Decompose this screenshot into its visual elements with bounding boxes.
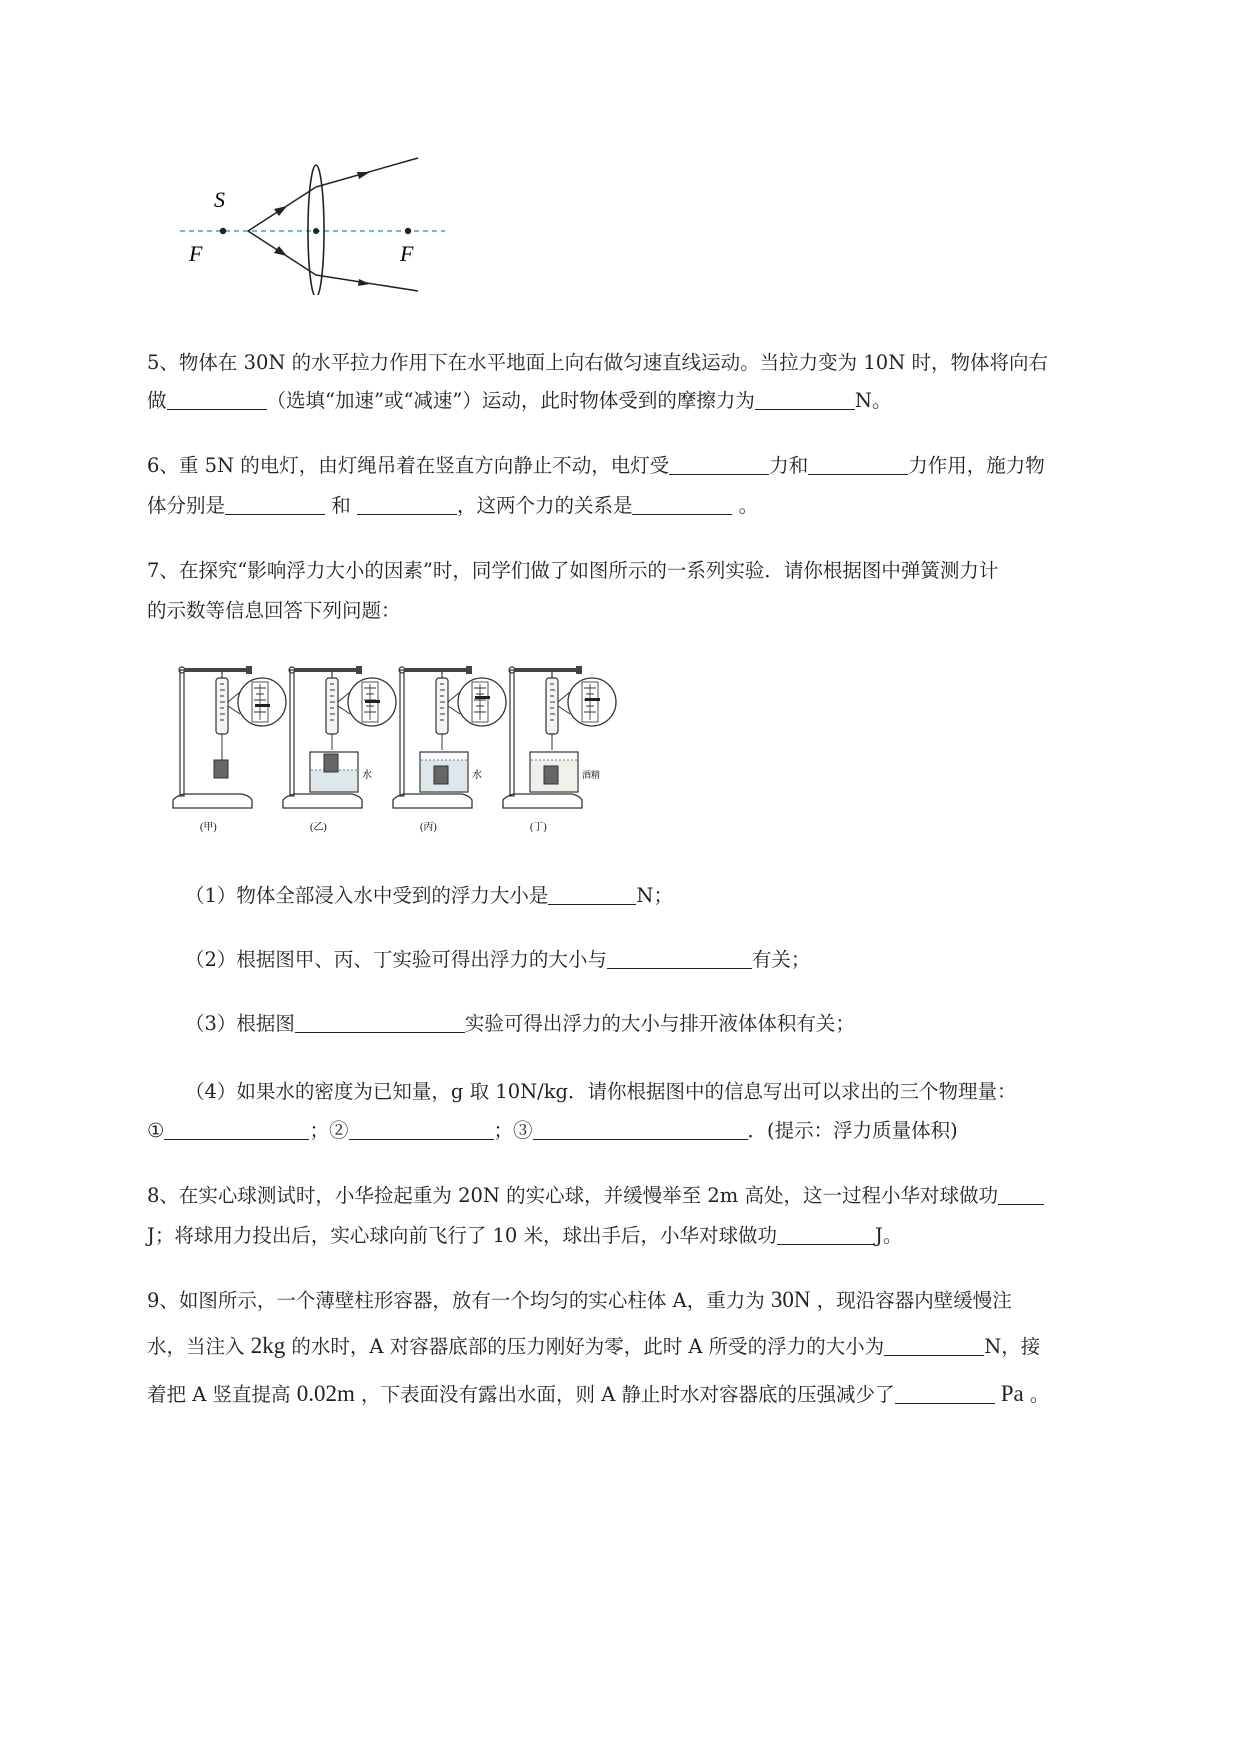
q9-line1 [147, 1285, 1012, 1313]
label-f-left: F [189, 241, 203, 266]
q9-text-a: 9、如图所示，一个薄壁柱形容器，放有一个均匀的实心柱体 A，重力为 [147, 1289, 765, 1312]
q7-sub4-end: ．(提示：浮力质量体积) [747, 1119, 958, 1142]
q6-text-f: ，这两个力的关系是 [456, 494, 633, 517]
q6-line2 [147, 490, 758, 518]
q6-text-g: 。 [738, 494, 759, 517]
q8-text-b: J；将球用力投出后，实心球向前飞行了 10 米，球出手后，小华对球做功 [147, 1224, 778, 1247]
q9-weight-value: 30N [770, 1287, 811, 1312]
q8-blank-1[interactable] [998, 1186, 1044, 1205]
q7-sub1-blank[interactable] [548, 886, 636, 905]
q7-sub3-blank[interactable] [295, 1014, 465, 1033]
arrow-lower-incident [274, 246, 287, 256]
q6-blank-5[interactable] [632, 496, 732, 515]
q9-text-end: 。 [1029, 1383, 1050, 1406]
q9-text-b: ，现沿容器内壁缓慢注 [816, 1289, 1012, 1312]
caption-jia: (甲) [200, 822, 217, 833]
q7-line2: 的示数等信息回答下列问题： [147, 599, 401, 622]
arrow-upper-refracted [357, 172, 370, 179]
q9-blank-1[interactable] [884, 1337, 984, 1356]
liquid-label-ding: 酒精 [582, 770, 601, 780]
q7-sub2-text: （2）根据图甲、丙、丁实验可得出浮力的大小与 [185, 948, 607, 971]
q9-mass-value: 2kg [250, 1333, 286, 1358]
q7-sub1 [185, 880, 673, 908]
label-f-right: F [400, 241, 414, 266]
q7-sub3 [185, 1008, 855, 1036]
q5-text-b: （选填“加速”或“减速”）运动，此时物体受到的摩擦力为 [266, 389, 755, 412]
q8-line2 [147, 1220, 902, 1248]
q7-sub4-line2 [147, 1115, 958, 1143]
q7-sub4-blank-2[interactable] [349, 1121, 494, 1140]
caption-bing: (丙) [420, 822, 437, 833]
liquid-label-bing: 水 [472, 770, 482, 781]
q9-blank-2[interactable] [895, 1385, 995, 1404]
q9-line3 [147, 1379, 1049, 1407]
apparatus-yi [283, 666, 396, 808]
liquid-label-yi: 水 [362, 770, 372, 781]
q7-sub4-blank-3[interactable] [533, 1121, 748, 1140]
q9-text-d: 的水时，A 对容器底部的压力刚好为零，此时 A 所受的浮力的大小为 [291, 1335, 885, 1358]
q5-text-c: N。 [854, 389, 892, 412]
q6-text-a: 6、重 5N 的电灯，由灯绳吊着在竖直方向静止不动，电灯受 [147, 454, 670, 477]
q9-text-f: 着把 A 竖直提高 [147, 1383, 291, 1406]
optical-center [313, 228, 319, 234]
q8-text-c: J。 [875, 1224, 903, 1247]
q7-sub4-sep2: ；③ [493, 1119, 533, 1142]
q7-sub4-c1: ① [147, 1119, 165, 1142]
q8-text-a: 8、在实心球测试时，小华捡起重为 20N 的实心球，并缓慢举至 2m 高处，这一过程小华对球做功 [147, 1184, 998, 1207]
q9-text-c: 水，当注入 [147, 1335, 245, 1358]
q7-sub2 [185, 944, 810, 972]
q9-text-e: N，接 [984, 1335, 1041, 1358]
q8-line1 [147, 1180, 1044, 1208]
q9-line2 [147, 1331, 1040, 1359]
apparatus-jia [173, 666, 286, 808]
q7-sub4-line1: （4）如果水的密度为已知量，g 取 10N/kg．请你根据图中的信息写出可以求出的三个物理量： [185, 1080, 1017, 1103]
label-s: S [214, 187, 225, 212]
q6-text-d: 体分别是 [147, 494, 226, 517]
q6-text-c: 力作用，施力物 [908, 454, 1045, 477]
q6-blank-4[interactable] [357, 496, 457, 515]
q6-blank-3[interactable] [225, 496, 325, 515]
lens-ray-diagram [170, 155, 450, 295]
arrow-upper-incident [274, 206, 287, 216]
q6-text-e: 和 [331, 494, 351, 517]
q6-blank-1[interactable] [669, 456, 769, 475]
focal-point-left [220, 228, 226, 234]
q7-sub1-text: （1）物体全部浸入水中受到的浮力大小是 [185, 884, 549, 907]
q7-sub2-blank[interactable] [607, 950, 752, 969]
buoyancy-experiment-figure [170, 660, 670, 840]
q9-unit-pa: Pa [1000, 1381, 1024, 1406]
q9-height-value: 0.02m [296, 1381, 355, 1406]
apparatus-bing [393, 666, 506, 808]
q7-sub3-end: 实验可得出浮力的大小与排开液体体积有关； [464, 1012, 855, 1035]
q6-text-b: 力和 [769, 454, 809, 477]
q5-line2 [147, 385, 891, 413]
q5-text-a: 做 [147, 389, 167, 412]
q5-blank-1[interactable] [167, 391, 267, 410]
q7-sub3-text: （3）根据图 [185, 1012, 295, 1035]
q7-sub1-unit: N； [636, 884, 673, 907]
q5-blank-2[interactable] [755, 391, 855, 410]
q6-blank-2[interactable] [808, 456, 908, 475]
q8-blank-2[interactable] [777, 1226, 875, 1245]
q7-sub2-end: 有关； [751, 948, 811, 971]
q7-sub4-blank-1[interactable] [164, 1121, 309, 1140]
q7-sub4-sep1: ；② [309, 1119, 349, 1142]
q7-line1: 7、在探究“影响浮力大小的因素”时，同学们做了如图所示的一系列实验．请你根据图中弹簧测力计 [147, 559, 999, 582]
focal-point-right [405, 228, 411, 234]
caption-ding: (丁) [530, 822, 547, 833]
apparatus-ding [503, 666, 616, 808]
q6-line1 [147, 450, 1045, 478]
caption-yi: (乙) [310, 822, 327, 833]
q9-text-g: ，下表面没有露出水面，则 A 静止时水对容器底的压强减少了 [361, 1383, 895, 1406]
q5-line1: 5、物体在 30N 的水平拉力作用下在水平地面上向右做匀速直线运动。当拉力变为 10N 时，物体将向右 [147, 351, 1048, 374]
